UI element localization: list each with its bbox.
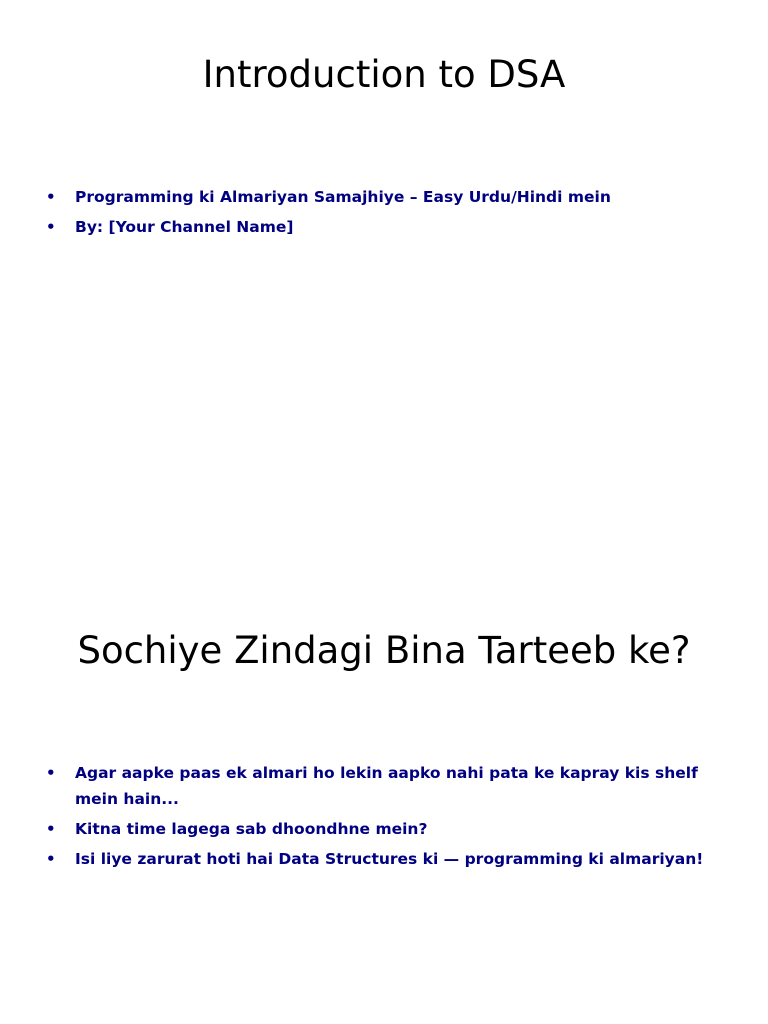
bullet-item xyxy=(46,846,726,872)
bullet-text: Isi liye zarurat hoti hai Data Structures ki — programming ki almariyan! xyxy=(75,850,704,868)
slide-title: Introduction to DSA xyxy=(202,53,566,96)
bullet-icon: • xyxy=(46,218,56,236)
bullet-icon: • xyxy=(46,764,56,782)
bullet-icon: • xyxy=(46,850,56,868)
bullet-list xyxy=(46,760,726,876)
bullet-icon: • xyxy=(46,820,56,838)
slide-2 xyxy=(0,576,768,1024)
slide-title: Sochiye Zindagi Bina Tarteeb ke? xyxy=(77,629,691,672)
bullet-item-subtitle xyxy=(46,184,726,210)
bullet-item xyxy=(46,816,726,842)
bullet-text: By: [Your Channel Name] xyxy=(75,218,294,236)
bullet-text: Agar aapke paas ek almari ho lekin aapko nahi pata ke kapray kis shelf mein hain... xyxy=(75,764,698,808)
bullet-text: Programming ki Almariyan Samajhiye – Easy Urdu/Hindi mein xyxy=(75,188,611,206)
bullet-item xyxy=(46,760,726,812)
bullet-list xyxy=(46,184,726,244)
bullet-icon: • xyxy=(46,188,56,206)
bullet-item-author xyxy=(46,214,726,240)
bullet-text: Kitna time lagega sab dhoondhne mein? xyxy=(75,820,428,838)
